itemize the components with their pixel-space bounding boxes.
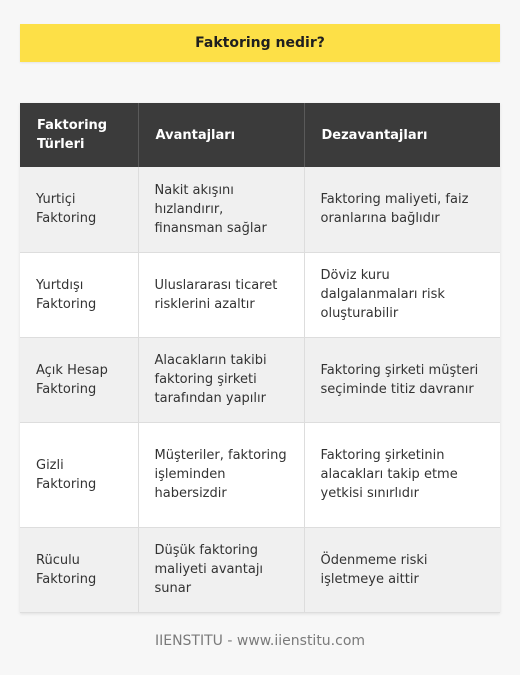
footer-credit: IIENSTITU - www.iienstitu.com (154, 633, 366, 649)
table-row (20, 422, 500, 527)
cell-type: Gizli Faktoring (20, 422, 138, 527)
cell-disadvantage: Faktoring maliyeti, faiz oranlarına bağlıdır (304, 167, 500, 252)
table-header-row (20, 103, 500, 167)
page-title: Faktoring nedir? (195, 35, 325, 51)
cell-advantage: Nakit akışını hızlandırır, finansman sağlar (138, 167, 304, 252)
cell-disadvantage: Ödenmeme riski işletmeye aittir (304, 527, 500, 612)
cell-disadvantage: Döviz kuru dalgalanmaları risk oluşturabilir (304, 252, 500, 337)
cell-type: Yurtiçi Faktoring (20, 167, 138, 252)
cell-disadvantage: Faktoring şirketi müşteri seçiminde titiz davranır (304, 337, 500, 422)
cell-advantage: Alacakların takibi faktoring şirketi tarafından yapılır (138, 337, 304, 422)
table-row (20, 252, 500, 337)
column-header-types: Faktoring Türleri (20, 103, 138, 167)
cell-type: Yurtdışı Faktoring (20, 252, 138, 337)
cell-disadvantage: Faktoring şirketinin alacakları takip etme yetkisi sınırlıdır (304, 422, 500, 527)
cell-type: Rüculu Faktoring (20, 527, 138, 612)
cell-advantage: Uluslararası ticaret risklerini azaltır (138, 252, 304, 337)
title-banner (20, 24, 500, 62)
column-header-disadvantages: Dezavantajları (304, 103, 500, 167)
table-row (20, 527, 500, 612)
cell-type: Açık Hesap Faktoring (20, 337, 138, 422)
column-header-advantages: Avantajları (138, 103, 304, 167)
table-row (20, 167, 500, 252)
faktoring-table (20, 103, 500, 613)
table-row (20, 337, 500, 422)
cell-advantage: Müşteriler, faktoring işleminden habersizdir (138, 422, 304, 527)
cell-advantage: Düşük faktoring maliyeti avantajı sunar (138, 527, 304, 612)
